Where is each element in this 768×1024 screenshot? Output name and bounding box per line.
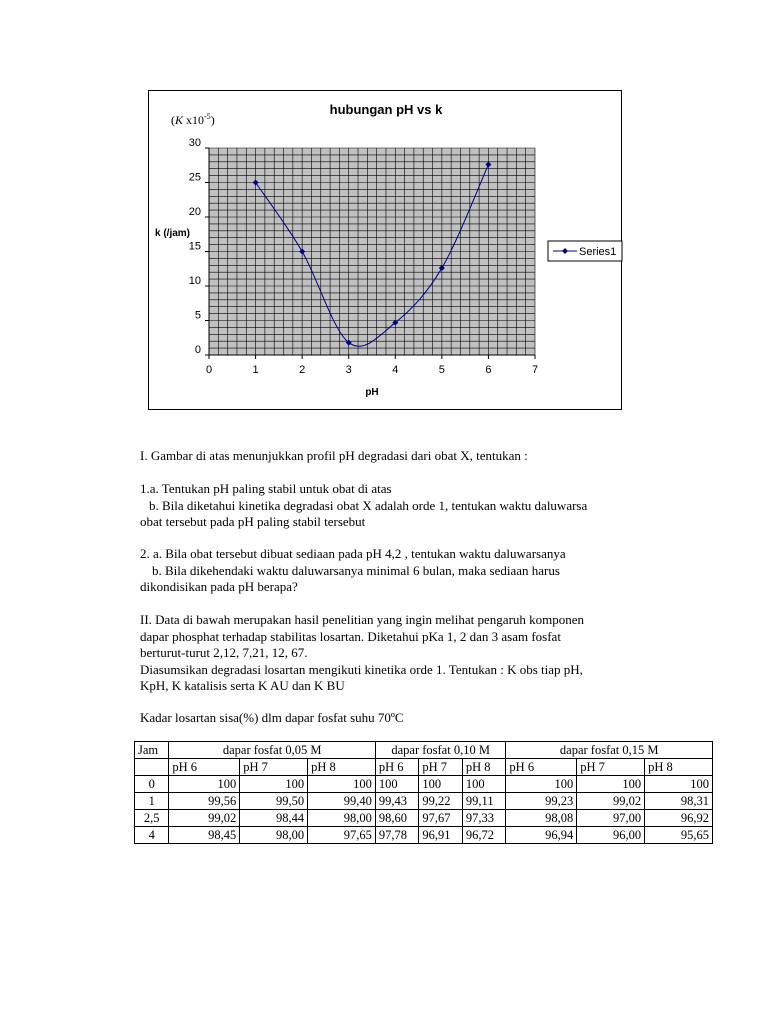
legend — [548, 241, 622, 261]
table-cell: 98,45 — [169, 827, 240, 844]
y-tick-label: 15 — [188, 240, 201, 253]
table-cell: 96,00 — [577, 827, 645, 844]
table-cell: 99,11 — [462, 793, 506, 810]
subheader-cell: pH 8 — [645, 759, 713, 776]
table-cell: 97,78 — [375, 827, 419, 844]
y-tick-label: 10 — [188, 275, 201, 287]
table-cell: 100 — [645, 776, 713, 793]
y-tick-label: 25 — [188, 171, 201, 184]
chart-title: hubungan pH vs k — [329, 102, 443, 117]
section-1-intro: I. Gambar di atas menunjukkan profil pH degradasi dari obat X, tentukan : — [140, 448, 528, 463]
table-cell: 99,22 — [419, 793, 463, 810]
subheader-empty — [135, 759, 169, 776]
table-cell: 100 — [375, 776, 419, 793]
y-tick-label: 0 — [194, 344, 201, 356]
table-cell: 100 — [308, 776, 376, 793]
header-jam: Jam — [135, 742, 169, 759]
x-tick-label: 4 — [392, 364, 399, 376]
table-subheader-row — [135, 759, 713, 776]
x-tick-label: 0 — [205, 364, 213, 376]
subheader-cell: pH 8 — [462, 759, 506, 776]
section-2-line1: II. Data di bawah merupakan hasil penelitian yang ingin melihat pengaruh komponen — [140, 612, 585, 627]
table-cell: 99,43 — [375, 793, 419, 810]
table-row — [135, 793, 713, 810]
x-tick-label: 5 — [438, 364, 445, 376]
question-2b-line2: dikondisikan pada pH berapa? — [140, 579, 298, 594]
subheader-cell: pH 6 — [506, 759, 577, 776]
cell-jam: 0 — [135, 776, 169, 793]
section-2 — [140, 612, 635, 695]
table-cell: 98,44 — [240, 810, 308, 827]
x-tick-label: 2 — [299, 364, 306, 376]
table-row — [135, 827, 713, 844]
table-header-row — [135, 742, 713, 759]
table-cell: 100 — [419, 776, 463, 793]
x-tick-label: 1 — [252, 364, 259, 376]
header-group-3: dapar fosfat 0,15 M — [506, 742, 713, 759]
question-2a: 2. a. Bila obat tersebut dibuat sediaan pada pH 4,2 , tentukan waktu daluwarsanya — [140, 546, 566, 561]
table-cell: 99,23 — [506, 793, 577, 810]
table-cell: 99,40 — [308, 793, 376, 810]
y-unit-label: (K $x10^{-5}$) — [171, 112, 215, 127]
header-group-1: dapar fosfat 0,05 M — [169, 742, 375, 759]
table-cell: 95,65 — [645, 827, 713, 844]
data-table — [134, 741, 713, 844]
question-1 — [140, 481, 635, 531]
x-tick-label: 3 — [345, 364, 352, 376]
question-1b-line2: obat tersebut pada pH paling stabil tersebut — [140, 514, 366, 529]
table-cell: 98,60 — [375, 810, 419, 827]
cell-jam: 2,5 — [135, 810, 169, 827]
table-cell: 98,00 — [308, 810, 376, 827]
table-caption-text: Kadar losartan sisa(%) dlm dapar fosfat suhu 70ºC — [140, 710, 404, 725]
question-2 — [140, 546, 635, 596]
table-cell: 100 — [240, 776, 308, 793]
chart-container — [148, 90, 622, 410]
table-cell: 97,67 — [419, 810, 463, 827]
table-row — [135, 810, 713, 827]
table-cell: 99,50 — [240, 793, 308, 810]
cell-jam: 1 — [135, 793, 169, 810]
y-tick-label: 20 — [188, 206, 201, 218]
section-2-line4: Diasumsikan degradasi losartan mengikuti kinetika orde 1. Tentukan : K obs tiap pH, — [140, 661, 583, 677]
cell-jam: 4 — [135, 827, 169, 844]
table-cell: 96,91 — [419, 827, 463, 844]
y-tick-label: 5 — [194, 309, 201, 322]
subheader-cell: pH 6 — [169, 759, 240, 776]
section-2-line3: berturut-turut 2,12, 7,21, 12, 67. — [140, 645, 308, 660]
table-cell: 100 — [169, 776, 240, 793]
y-axis-title: k (/jam) — [155, 228, 191, 239]
table-cell: 99,02 — [169, 810, 240, 827]
header-group-2: dapar fosfat 0,10 M — [375, 742, 506, 759]
table-cell: 98,00 — [240, 827, 308, 844]
subheader-cell: pH 6 — [375, 759, 419, 776]
subheader-cell: pH 7 — [240, 759, 308, 776]
table-cell: 100 — [462, 776, 506, 793]
section-1 — [140, 448, 635, 465]
table-cell: 96,92 — [645, 810, 713, 827]
y-tick-label: 30 — [188, 137, 201, 149]
x-axis-title: pH — [365, 387, 379, 398]
table-cell: 99,56 — [169, 793, 240, 810]
legend-label: Series1 — [579, 246, 617, 258]
subheader-cell: pH 7 — [577, 759, 645, 776]
table-cell: 98,08 — [506, 810, 577, 827]
question-1a: 1.a. Tentukan pH paling stabil untuk obat di atas — [140, 481, 392, 496]
table-cell: 100 — [506, 776, 577, 793]
table-cell: 97,65 — [308, 827, 376, 844]
table-cell: 97,33 — [462, 810, 506, 827]
section-2-line5: KpH, K katalisis serta K AU dan K BU — [140, 678, 345, 693]
table-cell: 96,72 — [462, 827, 506, 844]
question-2b-line1: b. Bila dikehendaki waktu daluwarsanya minimal 6 bulan, maka sediaan harus — [152, 562, 560, 578]
x-tick-label: 7 — [531, 364, 539, 376]
table-cell: 97,00 — [577, 810, 645, 827]
subheader-cell: pH 8 — [308, 759, 376, 776]
table-row — [135, 776, 713, 793]
section-2-line2: dapar phosphat terhadap stabilitas losartan. Diketahui pKa 1, 2 dan 3 asam fosfat — [140, 628, 561, 644]
x-tick-label: 6 — [485, 364, 492, 376]
table-cell: 96,94 — [506, 827, 577, 844]
table-caption — [140, 710, 635, 727]
chart-svg — [149, 91, 623, 411]
table-cell: 100 — [577, 776, 645, 793]
table-cell: 98,31 — [645, 793, 713, 810]
question-1b-line1: b. Bila diketahui kinetika degradasi obat X adalah orde 1, tentukan waktu daluwarsa — [149, 497, 588, 513]
subheader-cell: pH 7 — [419, 759, 463, 776]
table-cell: 99,02 — [577, 793, 645, 810]
